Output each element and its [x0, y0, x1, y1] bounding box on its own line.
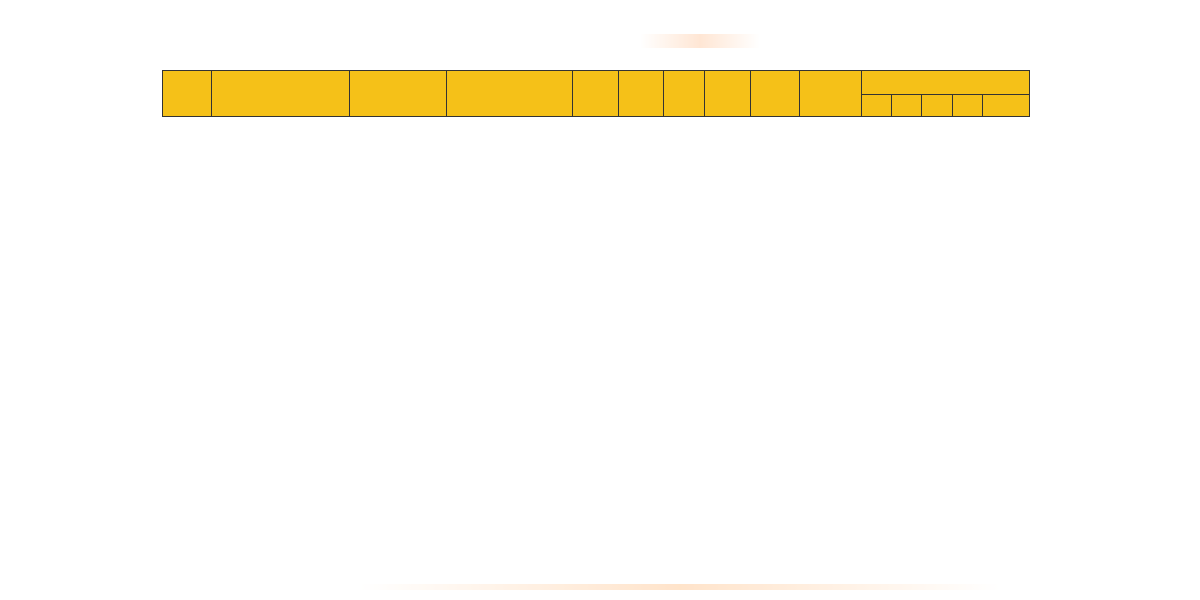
header-out-of-which — [861, 71, 1029, 95]
header-vacancies — [349, 71, 447, 117]
header-total — [799, 71, 861, 117]
header-id — [952, 95, 982, 117]
header-obc — [664, 71, 705, 117]
header-ews — [705, 71, 751, 117]
header-st — [618, 71, 664, 117]
header-hi — [892, 95, 922, 117]
header-language — [447, 71, 573, 117]
bottom-highlight — [360, 584, 1000, 590]
vacancy-table-top — [162, 70, 1030, 117]
header-sno — [163, 71, 212, 117]
header-vi — [922, 95, 952, 117]
title-highlight — [640, 34, 760, 48]
header-oc — [861, 95, 891, 117]
header-gen — [751, 71, 800, 117]
header-sub-total — [983, 95, 1030, 117]
header-sc — [573, 71, 619, 117]
header-state — [211, 71, 349, 117]
